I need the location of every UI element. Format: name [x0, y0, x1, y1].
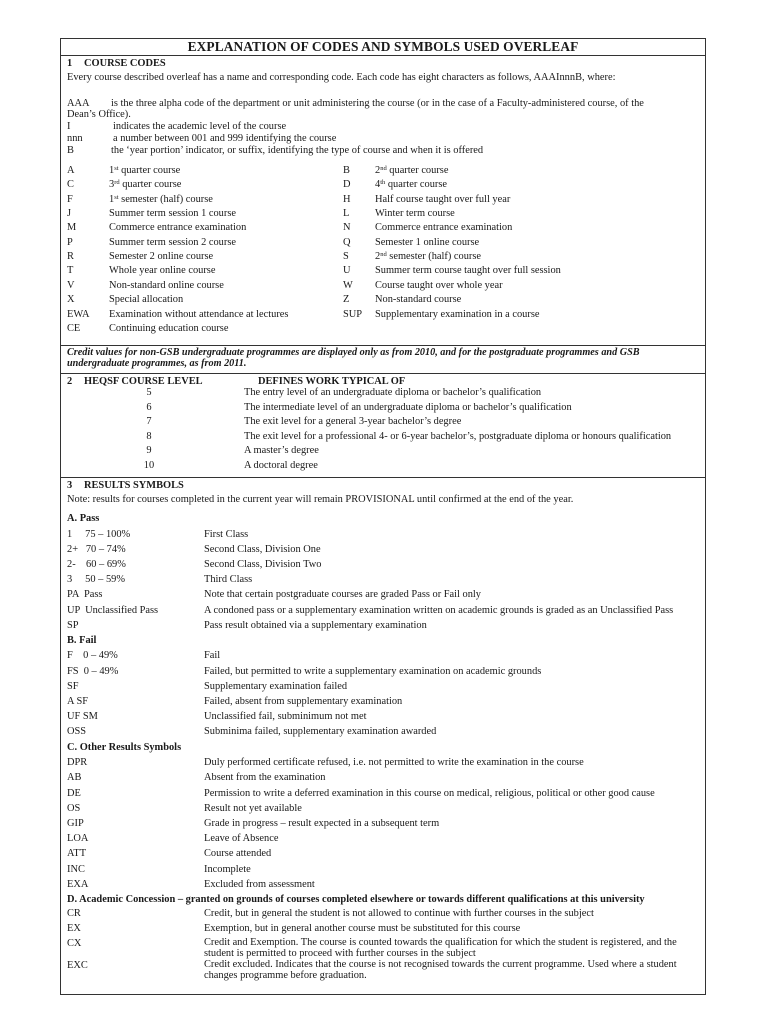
- result-description: Course attended: [204, 848, 272, 860]
- suffix-description: [375, 280, 503, 291]
- document-frame: [60, 38, 706, 995]
- suffix-description: [375, 237, 479, 248]
- result-symbol: ATT: [67, 848, 87, 860]
- suffix-description: [109, 309, 288, 320]
- ordinal-suffix: rd: [114, 179, 120, 187]
- suffix-code: S: [343, 251, 349, 263]
- desc-text: quarter course: [118, 165, 181, 176]
- desc-text: quarter course: [119, 179, 182, 191]
- ordinal-suffix: st: [114, 165, 119, 172]
- suffix-description: [109, 251, 213, 262]
- result-description: Failed, absent from supplementary examination: [204, 696, 403, 707]
- desc-text: Course taught over whole year: [375, 279, 503, 291]
- suffix-code: F: [67, 193, 73, 205]
- result-description: Credit and Exemption. The course is counted towards the qualification for which the student is registered, and the student is permitted to proceed with further courses in the subject: [204, 937, 677, 959]
- suffix-code: P: [67, 236, 73, 248]
- desc-text: Non-standard course: [375, 294, 462, 306]
- result-description: Absent from the examination: [204, 772, 326, 784]
- def-text: the ‘year portion’ indicator, or suffix, identifying the type of course and when it is offered: [111, 145, 484, 156]
- suffix-code: N: [343, 222, 351, 234]
- result-description: Fail: [204, 650, 221, 662]
- level-description: The exit level for a general 3-year bachelor’s degree: [244, 416, 462, 428]
- desc-text: Whole year online course: [109, 265, 216, 277]
- result-symbol: EXA: [67, 878, 89, 890]
- desc-text: semester (half) course: [118, 193, 213, 205]
- desc-text: 1: [109, 193, 115, 205]
- desc-text: Semester 2 online course: [109, 251, 214, 263]
- desc-text: quarter course: [386, 165, 449, 176]
- suffix-description: [375, 165, 448, 176]
- def-text-cont: Dean’s Office).: [67, 109, 131, 120]
- result-description: Result not yet available: [204, 802, 302, 814]
- group-heading: D. Academic Concession – granted on grounds of courses completed elsewhere or towards different qualifications at this university: [67, 893, 645, 905]
- result-symbol: DE: [67, 787, 81, 799]
- suffix-description: [109, 237, 236, 248]
- result-symbol: FS 0 – 49%: [67, 665, 119, 677]
- section-heqsf-level: [61, 374, 705, 478]
- result-symbol: SF: [67, 680, 79, 692]
- page-title: EXPLANATION OF CODES AND SYMBOLS USED OVERLEAF: [61, 39, 705, 56]
- section-heading: [67, 58, 166, 69]
- suffix-description: [375, 265, 561, 276]
- suffix-description: [109, 165, 180, 176]
- suffix-description: [109, 280, 224, 291]
- result-description: Exemption, but in general another course must be substituted for this course: [204, 923, 521, 935]
- suffix-description: [109, 294, 183, 305]
- level-number: 8: [146, 430, 152, 442]
- result-symbol: EX: [67, 923, 81, 935]
- def-code: nnn: [67, 133, 83, 144]
- level-description: A doctoral degree: [244, 460, 318, 471]
- desc-text: Half course taught over full year: [375, 193, 511, 205]
- suffix-code: W: [343, 279, 353, 291]
- suffix-code: V: [67, 279, 75, 291]
- section-results-symbols: [61, 478, 705, 996]
- section-title: RESULTS SYMBOLS: [84, 480, 184, 491]
- result-description: Second Class, Division One: [204, 543, 321, 555]
- result-symbol: UF SM: [67, 711, 98, 723]
- suffix-description: [109, 323, 228, 334]
- result-symbol: PA Pass: [67, 589, 103, 601]
- suffix-code: CE: [67, 322, 81, 334]
- suffix-code: A: [67, 165, 75, 176]
- suffix-description: [109, 222, 246, 233]
- suffix-code: L: [343, 208, 350, 220]
- result-description: Duly performed certificate refused, i.e. not permitted to write the examination in the course: [204, 757, 584, 769]
- result-description: Second Class, Division Two: [204, 558, 322, 570]
- group-heading: B. Fail: [67, 634, 97, 646]
- level-description: The intermediate level of an undergraduate diploma or bachelor’s qualification: [244, 401, 572, 413]
- ordinal-suffix: th: [380, 179, 386, 187]
- level-number: 6: [146, 401, 152, 413]
- result-description: Note that certain postgraduate courses are graded Pass or Fail only: [204, 589, 481, 601]
- suffix-code: C: [67, 179, 74, 191]
- level-number: 5: [146, 387, 152, 398]
- result-symbol: UP Unclassified Pass: [67, 604, 159, 616]
- ordinal-suffix: nd: [380, 251, 387, 259]
- group-heading: C. Other Results Symbols: [67, 741, 182, 753]
- result-description: Leave of Absence: [204, 833, 279, 845]
- desc-text: Commerce entrance examination: [109, 222, 247, 234]
- suffix-code: D: [343, 179, 351, 191]
- suffix-description: [375, 309, 539, 320]
- def-text: a number between 001 and 999 identifying the course: [113, 133, 337, 144]
- group-heading: A. Pass: [67, 513, 100, 524]
- ordinal-suffix: nd: [380, 165, 387, 172]
- result-symbol: CR: [67, 907, 81, 919]
- def-text: indicates the academic level of the course: [113, 121, 287, 132]
- desc-text: Winter term course: [375, 208, 455, 220]
- credit-note: Credit values for non-GSB undergraduate programmes are displayed only as from 2010, and for the postgraduate programmes and GSB undergraduate programmes, as from 2011.: [67, 347, 640, 369]
- desc-text: quarter course: [385, 179, 448, 191]
- section-heading: [67, 376, 203, 387]
- result-symbol: OS: [67, 802, 81, 814]
- result-description: Incomplete: [204, 863, 251, 875]
- suffix-description: [375, 294, 461, 305]
- desc-text: 2: [375, 251, 381, 263]
- suffix-code: H: [343, 193, 351, 205]
- result-symbol: EXC: [67, 960, 88, 972]
- desc-text: Summer term session 1 course: [109, 208, 236, 220]
- def-text: is the three alpha code of the department or unit administering the course (or in the case of a Faculty-administered course, of the: [111, 98, 644, 109]
- suffix-code: EWA: [67, 308, 90, 320]
- result-symbol: OSS: [67, 726, 87, 738]
- suffix-description: [109, 179, 181, 190]
- desc-text: Semester 1 online course: [375, 236, 480, 248]
- desc-text: Examination without attendance at lectures: [109, 308, 289, 320]
- suffix-description: [375, 222, 512, 233]
- result-symbol: AB: [67, 772, 82, 784]
- result-description: Excluded from assessment: [204, 878, 315, 890]
- suffix-description: [109, 265, 215, 276]
- desc-text: Non-standard online course: [109, 279, 224, 291]
- desc-text: Supplementary examination in a course: [375, 308, 540, 320]
- suffix-code: SUP: [343, 308, 363, 320]
- def-code: I: [67, 121, 71, 132]
- result-description: Permission to write a deferred examination in this course on medical, religious, political or other good cause: [204, 787, 655, 799]
- result-description: Grade in progress – result expected in a subsequent term: [204, 817, 440, 829]
- result-description: Subminima failed, supplementary examination awarded: [204, 726, 437, 738]
- result-description: Credit, but in general the student is not allowed to continue with further courses in the subject: [204, 907, 594, 919]
- result-symbol: 3 50 – 59%: [67, 574, 126, 586]
- section-number: 2: [67, 376, 73, 387]
- column-heading: DEFINES WORK TYPICAL OF: [258, 376, 406, 387]
- level-number: 7: [146, 416, 152, 428]
- result-symbol: F 0 – 49%: [67, 650, 118, 662]
- section-title: HEQSF COURSE LEVEL: [84, 376, 203, 387]
- suffix-description: [375, 208, 455, 219]
- suffix-code: R: [67, 251, 74, 263]
- suffix-description: [375, 194, 510, 205]
- suffix-description: [109, 208, 236, 219]
- level-number: 9: [146, 445, 152, 457]
- ordinal-suffix: st: [114, 193, 119, 201]
- level-number: 10: [143, 460, 155, 471]
- desc-text: 4: [375, 179, 381, 191]
- result-description: Supplementary examination failed: [204, 680, 348, 692]
- result-symbol: A SF: [67, 696, 89, 707]
- desc-text: Continuing education course: [109, 322, 229, 334]
- level-description: The exit level for a professional 4- or 6-year bachelor’s, postgraduate diploma or honours qualification: [244, 430, 672, 442]
- desc-text: semester (half) course: [386, 251, 482, 263]
- section-course-codes: [61, 56, 705, 346]
- result-symbol: INC: [67, 863, 85, 875]
- level-description: A master’s degree: [244, 445, 319, 457]
- suffix-code: U: [343, 265, 351, 277]
- suffix-description: [375, 251, 481, 262]
- credit-note-section: [61, 346, 705, 374]
- desc-text: 1: [109, 165, 115, 176]
- result-symbol: 2+ 70 – 74%: [67, 543, 126, 555]
- results-note: Note: results for courses completed in the current year will remain PROVISIONAL until confirmed at the end of the year.: [67, 494, 574, 505]
- suffix-code: Z: [343, 294, 350, 306]
- result-symbol: LOA: [67, 833, 89, 845]
- result-symbol: DPR: [67, 757, 88, 769]
- suffix-code: T: [67, 265, 74, 277]
- suffix-description: [375, 179, 447, 190]
- intro-text: Every course described overleaf has a name and corresponding code. Each code has eight characters as follows, AAAInnnB, where:: [67, 72, 616, 83]
- desc-text: 2: [375, 165, 381, 176]
- suffix-code: Q: [343, 236, 351, 248]
- desc-text: Summer term session 2 course: [109, 236, 236, 248]
- suffix-description: [109, 194, 213, 205]
- result-description: A condoned pass or a supplementary examination written on academic grounds is graded as an Unclassified Pass: [204, 604, 674, 616]
- suffix-code: B: [343, 165, 350, 176]
- result-symbol: CX: [67, 938, 82, 950]
- desc-text: Summer term course taught over full session: [375, 265, 561, 277]
- result-description: Pass result obtained via a supplementary examination: [204, 619, 427, 631]
- desc-text: Commerce entrance examination: [375, 222, 513, 234]
- def-code: B: [67, 145, 74, 156]
- suffix-code: J: [67, 208, 72, 220]
- desc-text: Special allocation: [109, 294, 184, 306]
- section-number: 1: [67, 58, 73, 69]
- suffix-code: X: [67, 294, 75, 306]
- result-description: Credit excluded. Indicates that the course is not recognised towards the current programme. Used where a student changes programme before graduation.: [204, 959, 677, 981]
- result-symbol: 1 75 – 100%: [67, 528, 131, 540]
- section-heading: [67, 480, 184, 491]
- desc-text: 3: [109, 179, 115, 191]
- suffix-code: M: [67, 222, 77, 234]
- def-code: AAA: [67, 98, 90, 109]
- result-description: Third Class: [204, 574, 253, 586]
- result-description: Failed, but permitted to write a supplementary examination on academic grounds: [204, 665, 542, 677]
- result-symbol: GIP: [67, 817, 84, 829]
- section-number: 3: [67, 480, 73, 491]
- result-description: First Class: [204, 528, 249, 540]
- level-description: The entry level of an undergraduate diploma or bachelor’s qualification: [244, 387, 542, 398]
- result-description: Unclassified fail, subminimum not met: [204, 711, 367, 723]
- section-title: COURSE CODES: [84, 58, 166, 69]
- result-symbol: 2- 60 – 69%: [67, 558, 126, 570]
- result-symbol: SP: [67, 619, 79, 631]
